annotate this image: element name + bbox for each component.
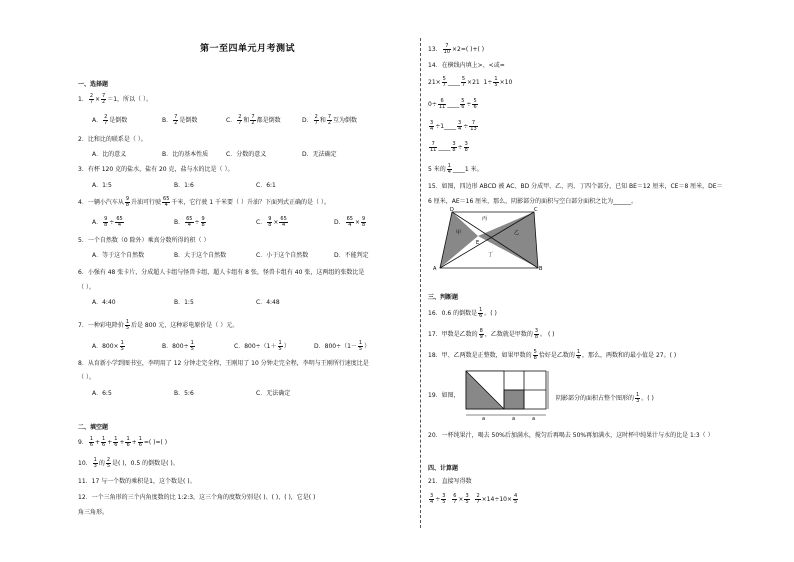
question-10: 10． $\frac{1}{3}$ 的 $\frac{2}{5}$ 是( )，0.5 的倒数是( )。 (78, 457, 179, 469)
question-5: 5．一个自然数（0 除外）乘真分数所得的积（ ） (78, 237, 210, 244)
option-a[interactable]: A． $\frac{2}{7}$ 是倒数 (92, 114, 128, 126)
question-14-row-4: $\frac{7}{11}$ ____ $\frac{3}{8}$ ÷ $\frac{3}{8}$ (430, 141, 468, 153)
question-3: 3．有杯 120 克的盐水，盐有 20 克，盐与水的比是（ ）。 (78, 166, 234, 173)
option-c[interactable]: C．4:48 (256, 299, 280, 306)
option-b[interactable]: B． $\frac{65}{4}$ ÷ $\frac{9}{8}$ (174, 216, 205, 228)
option-d[interactable]: D．不能判定 (334, 252, 369, 259)
question-14-last: 5 米的 $\frac{1}{4}$ ____1 米。 (428, 163, 483, 175)
question-21-row: $\frac{3}{4}$ ÷ $\frac{3}{5}$ $\frac{6}{7}$ × $\frac{3}{5}$ $\frac{2}{7}$ ×14÷10× $\frac{4}{5}$ (430, 493, 518, 505)
section-calc: 四、计算题 (428, 465, 459, 472)
option-c[interactable]: C．6:1 (256, 182, 276, 189)
question-14-row-1: 21× $\frac{5}{7}$ ____ $\frac{5}{7}$ ×21 1÷ $\frac{1}{5}$ ×10 (428, 76, 513, 88)
label-jia: 甲 (456, 230, 462, 236)
label-a-2: a (512, 416, 516, 421)
question-7: 7．一种彩电降价 $\frac{1}{5}$ 后是 800 元，这种彩电原价是（ ）元。 (78, 319, 239, 331)
right-column (428, 0, 768, 562)
question-19: 19．如图， (428, 392, 460, 399)
question-11: 11．17 与一个数的乘积是1，这个数是( )。 (78, 478, 196, 485)
question-1: 1． $\frac{2}{7}$ × $\frac{7}{2}$ ＝1，所以（ ）。 (78, 93, 152, 105)
question-13: 13． $\frac{7}{10}$ ×2=( )+( ) (428, 43, 485, 55)
label-c: C (534, 207, 538, 213)
option-d[interactable]: D．800÷（1－ $\frac{1}{5}$ ） (314, 340, 371, 352)
option-c[interactable]: C．800÷（1＋ $\frac{1}{5}$ ） (234, 340, 290, 352)
section-judge: 三、判断题 (428, 294, 459, 301)
label-b: B (539, 266, 543, 272)
question-14: 14．在横线内填上>、<或= (428, 62, 505, 69)
option-c[interactable]: C．分数的意义 (226, 151, 267, 158)
option-b[interactable]: B．1:5 (174, 299, 194, 306)
question-15-tail: 6 厘米，AE＝16 厘米，那么，阴影部分的面积与空白部分面积之比为______。 (428, 198, 638, 205)
option-b[interactable]: B．800÷ $\frac{1}{5}$ (162, 340, 194, 352)
question-4: 4．一辆小汽车从 $\frac{9}{8}$ 升油可行驶 $\frac{65}{4}$ 千米，它行驶 1 千米要（ ）升油？下面列式正确的是（ ）。 (78, 196, 330, 208)
section-choice: 一、选择题 (78, 81, 109, 88)
option-b[interactable]: B． $\frac{7}{2}$ 是倒数 (162, 114, 198, 126)
label-d: D (450, 207, 454, 213)
option-b[interactable]: B．1:6 (174, 182, 194, 189)
option-d[interactable]: D． $\frac{65}{4}$ × $\frac{9}{8}$ (334, 216, 366, 228)
question-6: 6．小强有 48 张卡片，分成超人卡组与怪兽卡组，超人卡组有 8 张，怪兽卡组有 40 张，这两组的张数比是 (78, 269, 365, 276)
question-2: 2．比和比的联系是（ ）。 (78, 136, 147, 143)
option-c[interactable]: C． $\frac{2}{7}$ 和 $\frac{7}{2}$ 都是倒数 (226, 114, 281, 126)
page-title: 第一至四单元月考测试 (200, 44, 296, 54)
label-bing: 丙 (482, 216, 488, 222)
option-d[interactable]: D．无法确定 (302, 151, 337, 158)
question-18: 18．甲、乙两数是正整数，如果甲数的 $\frac{5}{8}$ 恰好是乙数的 $\frac{1}{4}$ ，那么，两数和的最小值是 27。( ) (428, 349, 677, 361)
figure-15-quadrilateral (428, 206, 558, 272)
option-c[interactable]: C．无法确定 (256, 390, 291, 397)
option-c[interactable]: C．小于这个自然数 (256, 252, 309, 259)
fraction: $\frac{7}{2}$ (102, 93, 106, 105)
question-9: 9． $\frac{1}{6}$ + $\frac{1}{6}$ + $\frac{1}{6}$ + $\frac{1}{6}$ + $\frac{1}{6}$ =( )=( ) (78, 436, 168, 448)
question-16: 16．0.6 的倒数是 $\frac{1}{6}$ 。( ) (428, 307, 497, 319)
option-a[interactable]: A．比的意义 (92, 151, 127, 158)
option-a[interactable]: A．800× $\frac{1}{5}$ (92, 340, 124, 352)
question-6-tail: （ ）。 (78, 284, 95, 291)
label-ding: 丁 (488, 252, 494, 258)
question-14-row-2: 0÷ $\frac{6}{11}$ ____ $\frac{5}{6}$ ÷ $\frac{5}{6}$ (428, 98, 477, 110)
label-e: E (476, 240, 480, 246)
label-a: A (433, 266, 437, 272)
left-column (78, 0, 418, 562)
question-8-tail: （ ）。 (78, 374, 95, 381)
option-d[interactable]: D． $\frac{2}{7}$ 和 $\frac{7}{2}$ 互为倒数 (302, 114, 358, 126)
label-a-1: a (482, 416, 486, 421)
question-15: 15．如图，四边形 ABCD 被 AC、BD 分成甲、乙、丙、丁四个部分，已知 BE＝12 厘米，CE＝8 厘米，DE＝ (428, 183, 723, 190)
option-b[interactable]: B．比的基本性质 (162, 151, 209, 158)
option-a[interactable]: A．等于这个自然数 (92, 252, 145, 259)
question-17: 17．甲数是乙数的 $\frac{8}{9}$ ，乙数就是甲数的 $\frac{3}{8}$ 。 ( ) (428, 328, 555, 340)
option-b[interactable]: B．大于这个自然数 (174, 252, 227, 259)
question-21: 21．直接写得数 (428, 478, 472, 485)
question-12: 12．一个三角形的三个内角度数的比 1:2:3，这三个角的度数分别是( )、( )、( )，它是( ) (78, 494, 316, 501)
question-20: 20．一杯纯果汁，喝去 50%后加满水，搅匀后再喝去 50%再加满水，这时杯中纯果汁与水的比是 1:3（ ） (428, 432, 714, 439)
shaded-square (504, 390, 524, 409)
question-19-tail: 阴影部分的面积占整个图形的 $\frac{1}{3}$ 。( ) (556, 392, 654, 404)
option-a[interactable]: A． $\frac{9}{8}$ ÷ $\frac{65}{4}$ (92, 216, 123, 228)
question-14-row-3: $\frac{3}{4}$ ÷1____ $\frac{3}{4}$ ÷ $\frac{7}{13}$ (430, 120, 477, 132)
option-b[interactable]: B．5:6 (174, 390, 194, 397)
column-divider (420, 38, 421, 528)
option-a[interactable]: A．6:5 (92, 390, 112, 397)
option-a[interactable]: A．4:40 (92, 299, 116, 306)
section-fill: 二、填空题 (78, 424, 109, 431)
question-12-tail: 角三角形。 (78, 509, 109, 516)
figure-19-grid (464, 369, 550, 421)
question-8: 8．从育新小学到图书室，李明用了 12 分钟走完全程，王刚用了 10 分钟走完全程，李明与王刚所行速度比是 (78, 360, 369, 367)
option-a[interactable]: A．1:5 (92, 182, 112, 189)
fraction: $\frac{2}{7}$ (89, 93, 94, 105)
label-yi: 乙 (514, 230, 520, 236)
option-c[interactable]: C． $\frac{9}{8}$ × $\frac{65}{4}$ (256, 216, 287, 228)
label-a-3: a (532, 416, 536, 421)
